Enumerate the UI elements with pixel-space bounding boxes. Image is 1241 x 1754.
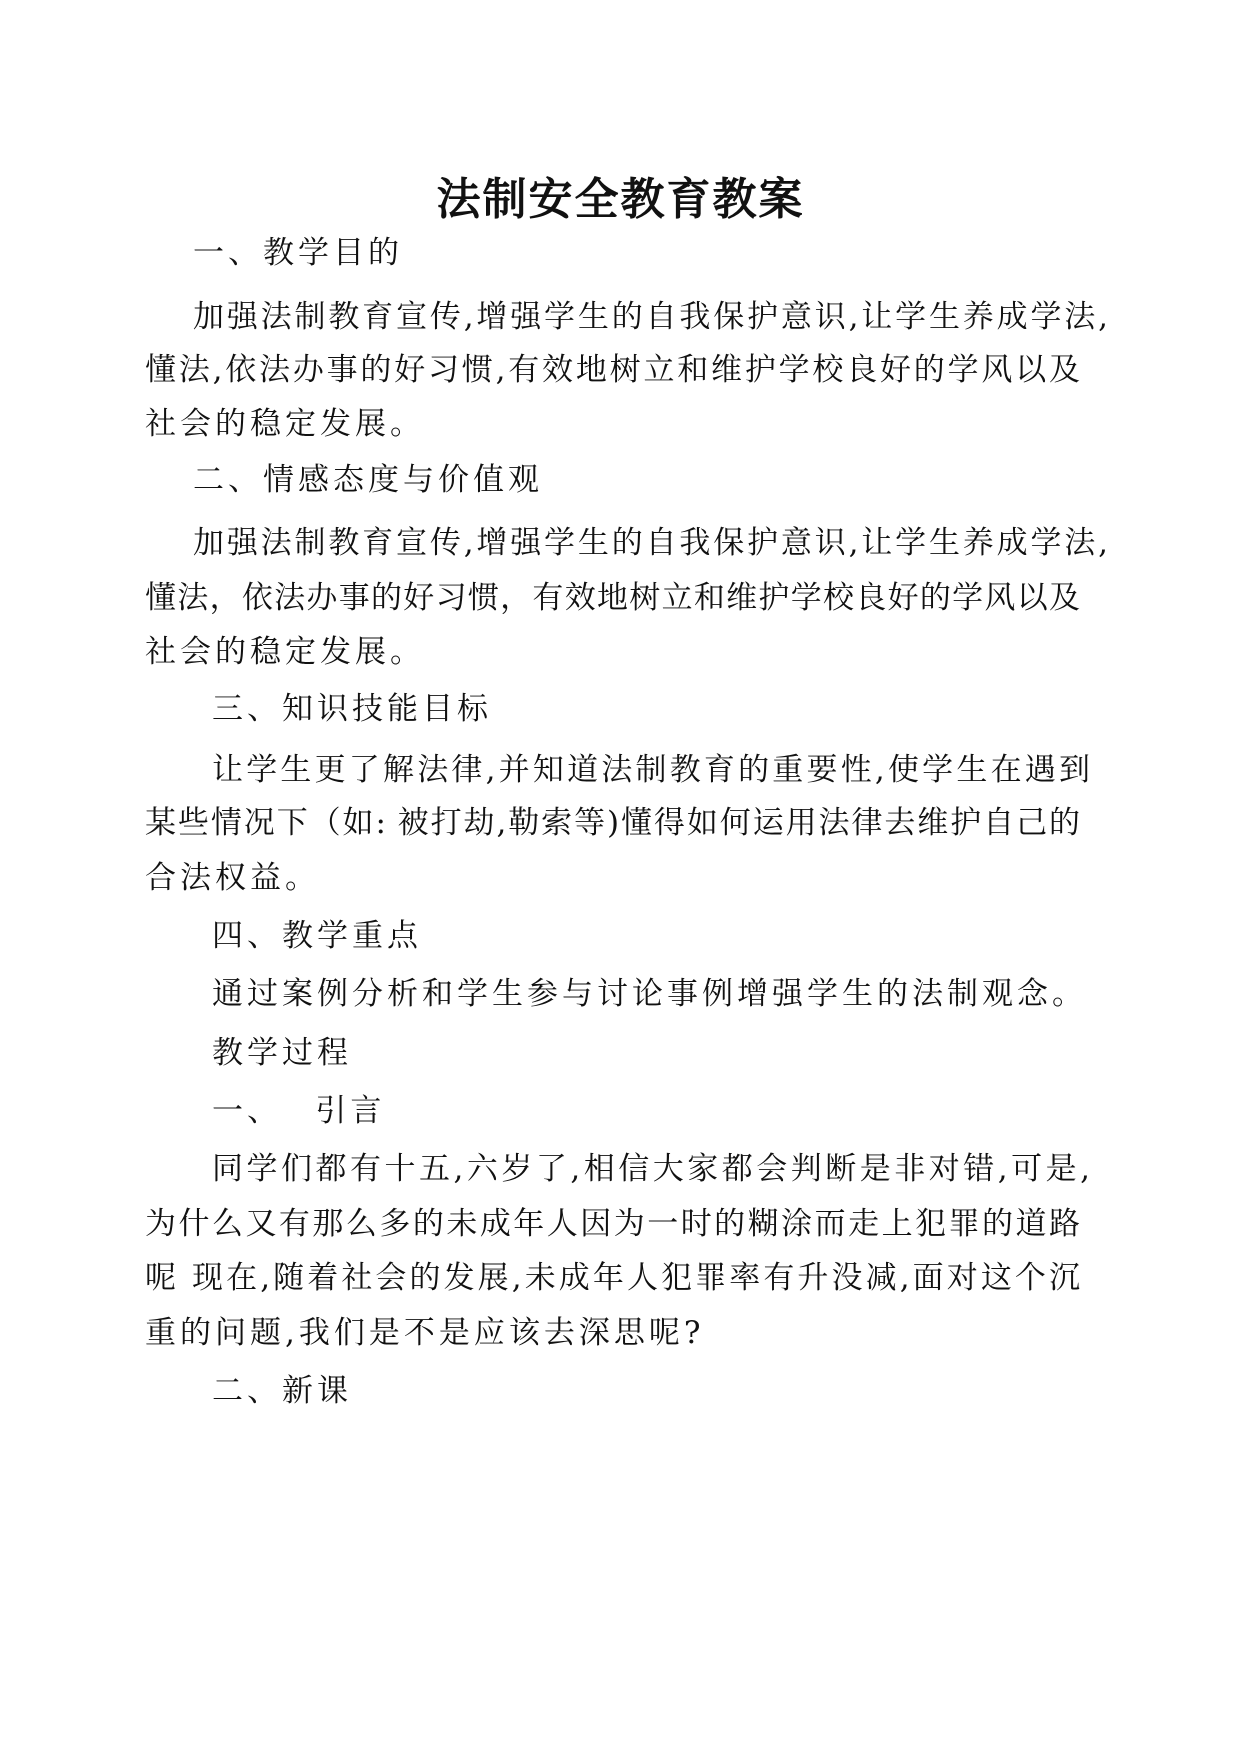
paragraph-line: 让学生更了解法律,并知道法制教育的重要性,使学生在遇到 [212,752,1090,788]
paragraph-line: 社会的稳定发展。 [145,406,425,442]
section-heading-knowledge-skills: 三、知识技能目标 [212,691,492,727]
section-heading-teaching-goal: 一、教学目的 [193,235,403,271]
paragraph-line: 懂法,依法办事的好习惯,有效地树立和维护学校良好的学风以及 [145,352,1080,388]
paragraph-line: 呢 现在,随着社会的发展,未成年人犯罪率有升没减,面对这个沉 [145,1260,1080,1296]
paragraph-line: 加强法制教育宣传,增强学生的自我保护意识,让学生养成学法, [193,525,1108,561]
paragraph-line: 重的问题,我们是不是应该去深思呢? [145,1315,705,1351]
paragraph-line: 懂法，依法办事的好习惯，有效地树立和维护学校良好的学风以及 [145,580,1080,616]
section-heading-new-lesson: 二、新课 [212,1373,352,1409]
paragraph-line: 某些情况下（如: 被打劫,勒索等)懂得如何运用法律去维护自己的 [145,805,1080,841]
paragraph-line: 社会的稳定发展。 [145,634,425,670]
paragraph-line: 同学们都有十五,六岁了,相信大家都会判断是非对错,可是, [212,1151,1090,1187]
section-heading-attitude-values: 二、情感态度与价值观 [193,462,543,498]
section-heading-teaching-process: 教学过程 [212,1035,352,1071]
paragraph-line: 通过案例分析和学生参与讨论事例增强学生的法制观念。 [212,976,1087,1012]
paragraph-line: 为什么又有那么多的未成年人因为一时的糊涂而走上犯罪的道路 [145,1206,1080,1242]
document-title: 法制安全教育教案 [436,174,805,225]
section-heading-teaching-focus: 四、教学重点 [212,918,422,954]
section-heading-introduction: 一、 引言 [212,1093,386,1129]
paragraph-line: 加强法制教育宣传,增强学生的自我保护意识,让学生养成学法, [193,299,1108,335]
paragraph-line: 合法权益。 [145,860,320,896]
